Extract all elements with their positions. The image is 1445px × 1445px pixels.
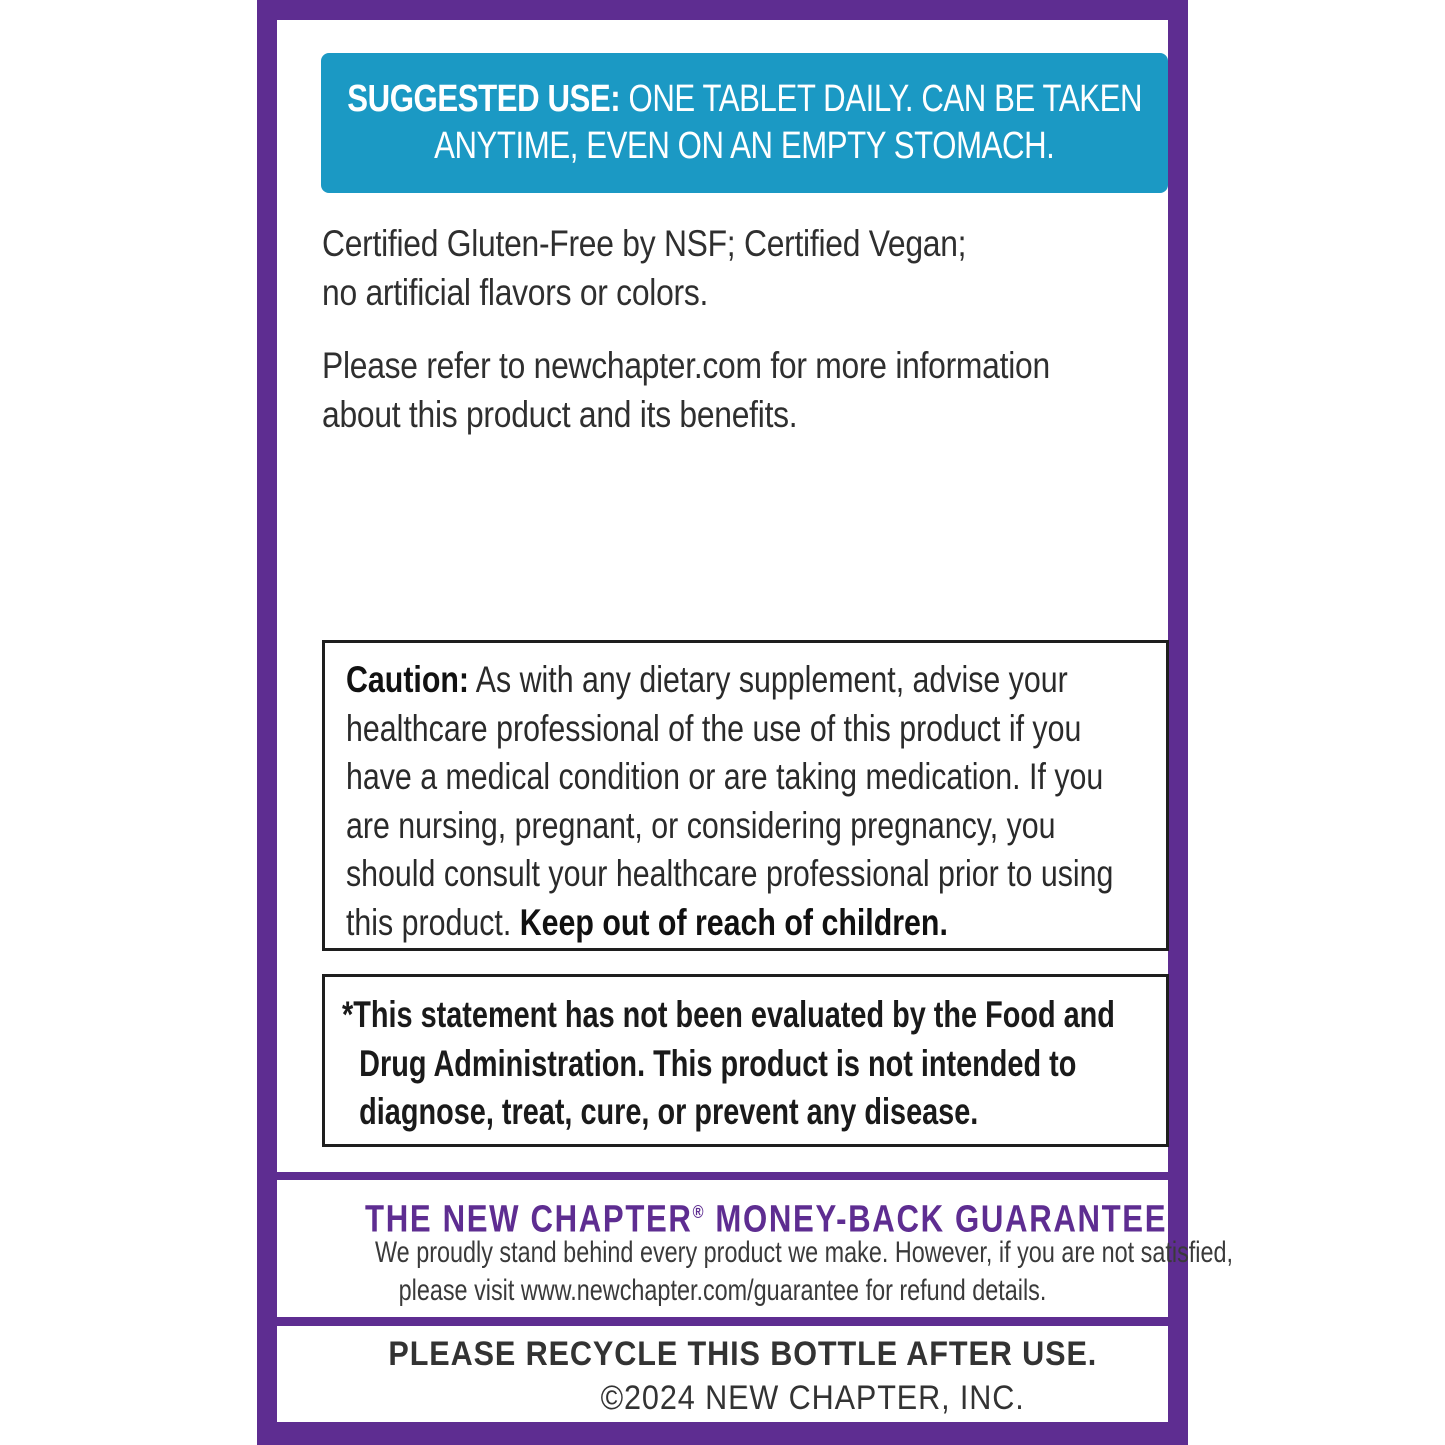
certifications-text <box>322 219 1071 317</box>
recycle-text: PLEASE RECYCLE THIS BOTTLE AFTER USE. <box>388 1335 1097 1373</box>
fda-disclaimer-text <box>342 991 1333 1137</box>
recycle-notice <box>277 1334 1168 1374</box>
fda-line-3: diagnose, treat, cure, or prevent any disease. <box>359 1091 979 1132</box>
suggested-use-banner <box>321 53 1168 193</box>
money-back-guarantee-section <box>277 1180 1234 1317</box>
registered-mark: ® <box>692 1202 706 1222</box>
guarantee-line-2: please visit www.newchapter.com/guarantee for refund details. <box>398 1274 1047 1307</box>
guarantee-body <box>277 1234 1234 1310</box>
copyright-text: ©2024 NEW CHAPTER, INC. <box>600 1379 1025 1417</box>
fda-line-1: *This statement has not been evaluated by the Food and <box>342 994 1115 1035</box>
caution-line-6: this product. <box>346 901 520 943</box>
guarantee-line-1: We proudly stand behind every product we make. However, if you are not satisfied, <box>375 1236 1234 1269</box>
suggested-use-label: SUGGESTED USE: <box>347 78 621 120</box>
caution-text <box>346 656 1282 947</box>
fda-line-2: Drug Administration. This product is not intended to <box>359 1042 1077 1084</box>
copyright-notice <box>277 1378 1168 1418</box>
caution-line-5: should consult your healthcare professional prior to using <box>346 853 1114 894</box>
footer-section <box>277 1326 1168 1422</box>
product-label <box>257 0 1234 1445</box>
fda-disclaimer-box <box>322 974 1169 1147</box>
caution-label: Caution: <box>346 659 470 700</box>
suggested-use-line-2: ANYTIME, EVEN ON AN EMPTY STOMACH. <box>434 125 1055 167</box>
more-info-line-1: Please refer to newchapter.com for more information <box>322 345 1050 386</box>
guarantee-heading: MONEY-BACK GUARANTEE <box>705 1198 1168 1241</box>
certifications-line-2: no artificial flavors or colors. <box>322 272 709 313</box>
more-info-text <box>322 341 1168 439</box>
caution-box <box>322 640 1169 951</box>
suggested-use-line-1 <box>347 76 1142 123</box>
keep-out-of-reach-warning: Keep out of reach of children. <box>519 901 948 943</box>
suggested-use-text: ONE TABLET DAILY. CAN BE TAKEN <box>620 78 1142 120</box>
label-panel <box>277 20 1168 1172</box>
caution-line-2: healthcare professional of the use of this product if you <box>346 707 1082 749</box>
caution-line-3: have a medical condition or are taking medication. If you <box>346 756 1104 797</box>
guarantee-brand: THE NEW CHAPTER <box>365 1198 693 1241</box>
caution-line-4: are nursing, pregnant, or considering pregnancy, you <box>346 804 1056 846</box>
certifications-line-1: Certified Gluten-Free by NSF; Certified Vegan; <box>322 223 967 264</box>
more-info-line-2: about this product and its benefits. <box>322 394 798 435</box>
caution-line-1: As with any dietary supplement, advise your <box>469 659 1068 700</box>
